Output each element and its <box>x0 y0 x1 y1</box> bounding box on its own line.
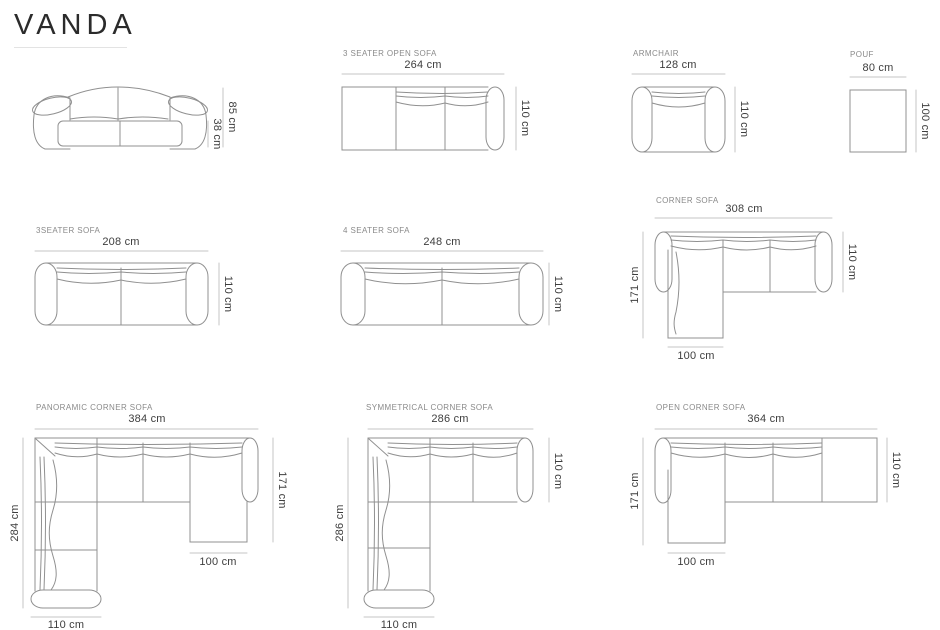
dim-open-corner-depth: 110 cm <box>890 451 902 489</box>
label-3seater: 3SEATER SOFA <box>36 226 101 235</box>
dim-armchair-width: 128 cm <box>659 59 697 71</box>
dim-symmetrical-width: 286 cm <box>431 413 469 425</box>
fourseater-drawing <box>341 263 543 325</box>
dim-open-corner-chaise-width: 100 cm <box>677 556 715 568</box>
dim-open-corner-chaise-depth: 171 cm <box>629 472 641 510</box>
profile-sofa-drawing <box>31 87 210 149</box>
dim-symmetrical-depth: 110 cm <box>552 452 564 490</box>
dim-3seater-depth: 110 cm <box>222 275 234 313</box>
open-3seater-drawing <box>342 87 504 150</box>
threeseater-drawing <box>35 263 208 325</box>
open-corner-drawing <box>655 438 877 543</box>
dim-panoramic-chaise-width: 100 cm <box>199 556 237 568</box>
symmetrical-drawing <box>364 438 533 608</box>
dim-panoramic-width: 384 cm <box>128 413 166 425</box>
title-underline <box>14 47 127 48</box>
label-pouf: POUF <box>850 50 874 59</box>
label-open-3seater: 3 SEATER OPEN SOFA <box>343 49 437 58</box>
dim-symmetrical-end-width: 110 cm <box>380 619 418 630</box>
label-armchair: ARMCHAIR <box>633 49 679 58</box>
dim-corner-width: 308 cm <box>725 203 763 215</box>
label-symmetrical: SYMMETRICAL CORNER SOFA <box>366 403 494 412</box>
pouf-drawing <box>850 90 906 152</box>
dim-symmetrical-left-depth: 286 cm <box>334 504 346 542</box>
dim-corner-depth: 110 cm <box>846 243 858 281</box>
dim-panoramic-left-depth: 284 cm <box>9 504 21 542</box>
dim-pouf-width: 80 cm <box>862 62 894 74</box>
dim-3seater-width: 208 cm <box>102 236 140 248</box>
dim-panoramic-right-depth: 171 cm <box>276 471 288 509</box>
dim-corner-chaise-depth: 171 cm <box>629 266 641 304</box>
dim-4seater-depth: 110 cm <box>552 275 564 313</box>
armchair-drawing <box>632 87 725 152</box>
corner-drawing <box>655 232 832 338</box>
page-title: VANDA <box>14 9 137 41</box>
dim-armchair-depth: 110 cm <box>738 100 750 138</box>
dim-open-3seater-depth: 110 cm <box>519 99 531 137</box>
dim-pouf-depth: 100 cm <box>919 102 931 140</box>
panoramic-drawing <box>31 438 258 608</box>
label-corner: CORNER SOFA <box>656 196 719 205</box>
dimension-lines <box>23 74 916 617</box>
label-4seater: 4 SEATER SOFA <box>343 226 410 235</box>
dim-profile-seat-height: 38 cm <box>211 118 223 150</box>
dim-4seater-width: 248 cm <box>423 236 461 248</box>
dim-corner-chaise-width: 100 cm <box>677 350 715 362</box>
dim-open-corner-width: 364 cm <box>747 413 785 425</box>
label-open-corner: OPEN CORNER SOFA <box>656 403 746 412</box>
dim-open-3seater-width: 264 cm <box>404 59 442 71</box>
label-panoramic: PANORAMIC CORNER SOFA <box>36 403 153 412</box>
dim-profile-height: 85 cm <box>226 101 238 133</box>
dim-panoramic-end-width: 110 cm <box>47 619 85 630</box>
